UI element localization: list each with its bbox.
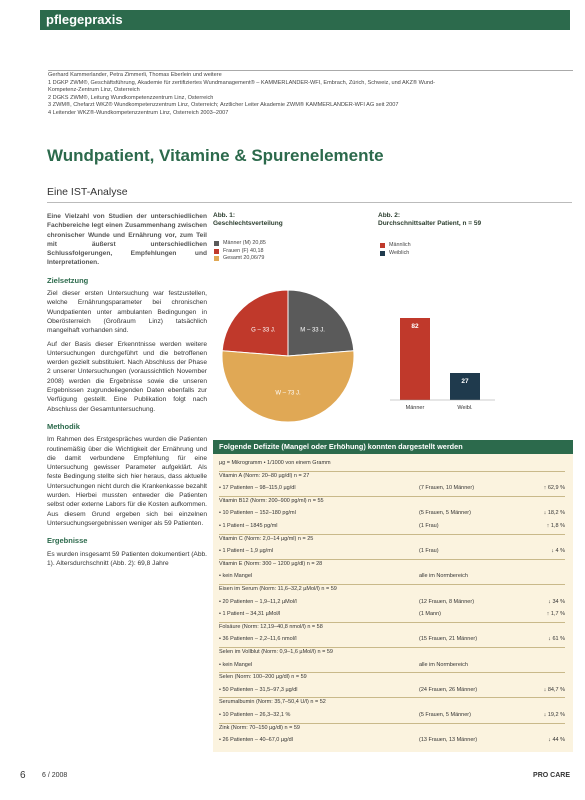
fig2-number: Abb. 2:: [378, 212, 401, 219]
table-cell-c1: • 36 Patienten – 2,2–11,6 nmol/l: [219, 636, 297, 643]
body-column: [47, 212, 207, 572]
author-names: Gerhard Kammerlander, Petra Zimmerli, Thomas Eberlein und weitere: [48, 72, 222, 78]
paragraph: Im Rahmen des Erstgespräches wurden die Patienten routinemäßig über die Wichtigkeit der Ernährung und die damit verbundene Empfehlung für eine Untersuchung gewisser Parameter aufgeklärt. Als feste Bedingung stellte sich hier heraus, dass aktuelle Untersuchungen nicht durch die Krankenkasse bezahlt wurden. Hierbei mussten entweder die Patienten selbst oder externe Labors für die Kosten aufkommen. Aus diesem Grund ergeben sich bei einzelnen Untersuchungsergebnissen weniger als 59 Patienten.: [47, 436, 207, 527]
legend-swatch: [214, 256, 219, 261]
table-separator: [219, 471, 565, 472]
legend-swatch: [380, 251, 385, 256]
legend-label: Gesamt 20,06/79: [223, 255, 265, 261]
pie-slice: [222, 290, 288, 356]
table-cell-c4: ↓ 61 %: [548, 636, 565, 643]
affiliation-line: 4 Leitender WKZ®-Wundkompetenzzentrum Linz, Österreich 2003–2007: [48, 109, 229, 116]
fig2-title: [378, 212, 481, 228]
bar-value-label: 82: [411, 323, 419, 330]
pie-slice-label: M – 33 J.: [300, 327, 325, 334]
legend-item: [380, 242, 411, 250]
fig2-legend: [380, 242, 411, 257]
deficit-table: [213, 440, 573, 752]
table-cell-c1: • 20 Patienten – 1,9–11,2 µMol/l: [219, 598, 297, 605]
paragraph: Auf der Basis dieser Erkenntnisse werden weitere Untersuchungen durchgeführt und die betroffenen werden gezielt substituiert. Nach Abschluss der Phase 2 unserer Untersuchungen (voraussichtlich November 2008) werden die Ergebnisse sowie die unseren Ergebnissen zugrundeliegenden Daten ebenfalls zur Verfügung gestellt. Eine Publikation folgt nach Abschluss der Gesamtuntersuchung.: [47, 340, 207, 413]
table-cell-c1: • 10 Patienten – 152–180 pg/ml: [219, 510, 296, 517]
issue-label: 6 / 2008: [42, 772, 68, 779]
affiliation-line: 2 DGKS ZWM®, Leitung Wundkompetenzzentrum Linz, Österreich: [48, 94, 214, 101]
fig1-caption: Geschlechtsverteilung: [213, 220, 283, 227]
heading-zielsetzung: Zielsetzung: [47, 275, 89, 285]
fig2-caption: Durchschnittsalter Patient, n = 59: [378, 220, 482, 227]
table-separator: [219, 622, 565, 623]
legend-swatch: [214, 241, 219, 246]
legend-item: [214, 240, 266, 248]
paragraph: Ziel dieser ersten Untersuchung war festzustellen, welche Ernährungsparameter bei chronischen Wundpatienten unter ambulanten Bedingungen in Oberösterreich (Großraum Linz) tatsächlich mangelhaft vorhanden sind.: [47, 290, 207, 335]
table-cell-c1: • 1 Patient – 1845 pg/ml: [219, 523, 278, 529]
table-cell-c1: Vitamin B12 (Norm: 200–900 pg/ml) n = 55: [219, 497, 324, 504]
pie-slice-label: W – 73 J.: [275, 390, 301, 397]
fig1-legend: [214, 240, 266, 263]
table-cell-c1: Vitamin E (Norm: 300 – 1200 µg/dl) n = 28: [219, 560, 323, 567]
table-cell-c1: Selen im Vollblut (Norm: 0,9–1,6 µMol/l) n = 59: [219, 649, 333, 655]
affiliation-line: Kompetenz-Zentrum Linz, Österreich: [48, 87, 140, 94]
legend-swatch: [214, 249, 219, 254]
table-cell-c4: ↑ 1,7 %: [546, 611, 565, 618]
affiliation-line: 3 ZWM®, Chefarzt WKZ® Wundkompetenzzentrum Linz, Österreich; Ärztlicher Leiter Akademie ZWM® KAMMERLANDER-WFI AG seit 2007: [48, 102, 399, 109]
table-cell-c2: alle im Normbereich: [419, 661, 468, 668]
table-separator: [219, 534, 565, 535]
table-cell-c1: • 17 Patienten – 98–115,0 µg/dl: [219, 485, 296, 492]
bar-category-label: Weibl.: [457, 405, 473, 411]
legend-item: [380, 250, 411, 258]
legend-swatch: [380, 243, 385, 248]
fig2-bar-chart: [385, 290, 535, 420]
bar-value-label: 27: [461, 378, 469, 385]
legend-label: Frauen (F) 40,18: [223, 247, 264, 254]
heading-ergebnisse: Ergebnisse: [47, 536, 88, 546]
table-cell-c1: Vitamin C (Norm: 2,0–14 µg/ml) n = 25: [219, 535, 314, 542]
table-cell-c1: Folsäure (Norm: 12,19–40,8 nmol/l) n = 58: [219, 623, 323, 630]
table-cell-c2: (1 Mann): [419, 611, 442, 618]
journal-brand: PRO CARE: [533, 772, 570, 779]
table-cell-c1: • 50 Patienten – 31,5–97,3 µg/dl: [219, 686, 298, 693]
table-cell-c1: • 26 Patienten – 40–67,0 µg/dl: [219, 737, 293, 744]
table-cell-c4: ↓ 44 %: [548, 737, 565, 744]
table-cell-c1: • 10 Patienten – 26,3–32,1 %: [219, 712, 291, 718]
pie-slice: [222, 351, 354, 422]
table-cell-c1: • kein Mangel: [219, 661, 253, 668]
author-block: [48, 70, 573, 118]
table-separator: [219, 559, 565, 560]
table-separator: [219, 647, 565, 648]
section-label: pflegepraxis: [46, 12, 123, 27]
table-separator: [219, 723, 565, 724]
heading-methodik: Methodik: [47, 421, 80, 431]
table-cell-c2: (24 Frauen, 26 Männer): [419, 686, 478, 693]
table-separator: [219, 496, 565, 497]
table-cell-c4: ↓ 34 %: [548, 598, 565, 605]
table-cell-c2: (1 Frau): [419, 523, 439, 529]
pie-slice: [288, 290, 354, 356]
table-cell-c4: ↑ 1,8 %: [546, 523, 565, 529]
table-cell-c4: ↓ 19,2 %: [543, 712, 565, 718]
legend-label: Männlich: [389, 242, 411, 248]
table-cell-c1: • 1 Patient – 1,9 µg/ml: [219, 548, 274, 555]
fig1-number: Abb. 1:: [213, 212, 236, 219]
legend-label: Männer (M) 20,85: [223, 240, 266, 246]
table-cell-c1: • kein Mangel: [219, 573, 253, 580]
table-cell-c2: (15 Frauen, 21 Männer): [419, 636, 478, 643]
intro-paragraph: Eine Vielzahl von Studien der unterschiedlichen Fachbereiche legt einen Zusammenhang zwischen chronischer Wunde und Ernährung vor, zum Teil mit äußerst unterschiedlichen Schlussfolgerungen, Empfehlungen und Interpretationen.: [47, 213, 207, 267]
table-cell-c1: µg = Mikrogramm • 1/1000 von einem Gramm: [219, 460, 331, 466]
paragraph: Es wurden insgesamt 59 Patienten dokumentiert (Abb. 1). Altersdurchschnitt (Abb. 2): 69,8 Jahre: [47, 550, 207, 567]
page-number: 6: [20, 770, 26, 781]
table-separator: [219, 584, 565, 585]
table-header: Folgende Defizite (Mangel oder Erhöhung) konnten dargestellt werden: [213, 440, 573, 454]
affiliation-line: 1 DGKP ZWM®, Geschäftsführung, Akademie für zertifiziertes Wundmanagement® – KAMMERLANDER-WFI, Embrach, Zürich, Schweiz, und AKZ® Wund-: [48, 79, 435, 86]
table-cell-c1: • 1 Patient – 34,31 µMol/l: [219, 611, 281, 618]
table-cell-c2: (7 Frauen, 10 Männer): [419, 485, 475, 492]
table-cell-c1: Zink (Norm: 70–150 µg/dl) n = 59: [219, 724, 300, 731]
table-cell-c4: ↑ 62,9 %: [543, 485, 565, 492]
table-cell-c4: ↓ 18,2 %: [543, 510, 565, 517]
legend-item: [214, 248, 266, 256]
author-rule: [48, 70, 573, 71]
pie-slice-label: G – 33 J.: [251, 327, 276, 334]
table-cell-c1: Vitamin A (Norm: 20–80 µg/dl) n = 27: [219, 472, 310, 479]
table-cell-c4: ↓ 4 %: [551, 548, 565, 555]
table-cell-c4: ↓ 84,7 %: [543, 686, 565, 693]
article-title: Wundpatient, Vitamine & Spurenelemente: [47, 146, 384, 165]
section-header-bar: [40, 10, 570, 30]
fig1-pie-chart: [218, 286, 358, 426]
table-cell-c2: (1 Frau): [419, 548, 439, 555]
legend-label: Weiblich: [389, 249, 410, 256]
table-separator: [219, 697, 565, 698]
article-subtitle: Eine IST-Analyse: [47, 186, 128, 198]
table-cell-c2: (5 Frauen, 5 Männer): [419, 510, 471, 517]
table-separator: [219, 672, 565, 673]
subtitle-rule: [47, 202, 572, 203]
table-cell-c2: alle im Normbereich: [419, 573, 468, 580]
fig1-title: [213, 212, 283, 228]
table-cell-c1: Serumalbumin (Norm: 35,7–50,4 U/l) n = 52: [219, 699, 326, 706]
table-cell-c1: Eisen im Serum (Norm: 11,6–32,2 µMol/l) n = 59: [219, 586, 337, 592]
bar: [400, 318, 430, 400]
bar-category-label: Männer: [405, 405, 425, 411]
table-cell-c2: (12 Frauen, 8 Männer): [419, 598, 475, 605]
table-cell-c2: (5 Frauen, 5 Männer): [419, 712, 471, 718]
table-cell-c1: Selen (Norm: 100–200 µg/dl) n = 59: [219, 674, 307, 681]
legend-item: [214, 255, 266, 263]
table-cell-c2: (13 Frauen, 13 Männer): [419, 737, 478, 744]
